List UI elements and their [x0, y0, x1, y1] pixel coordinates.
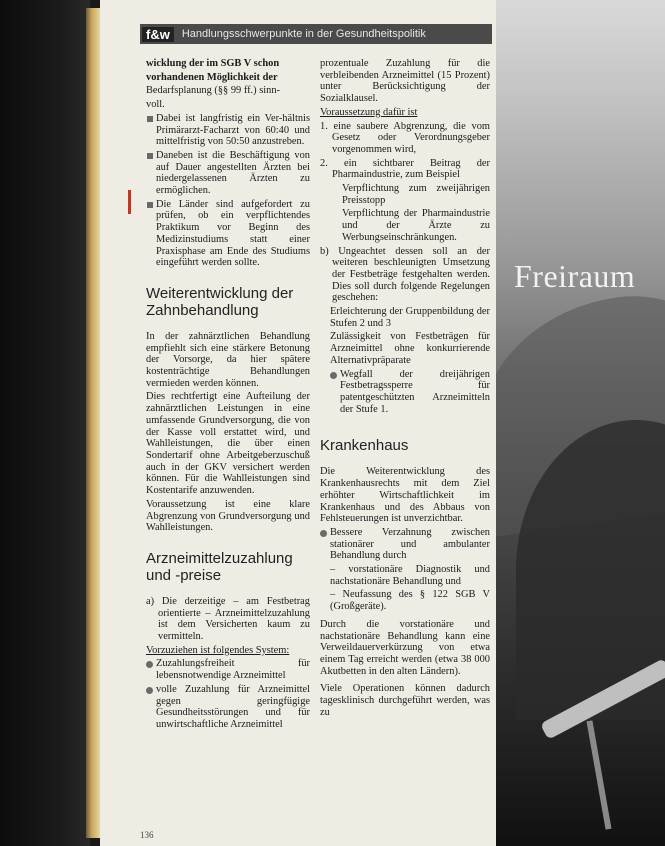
paragraph: Voraussetzung ist eine klare Abgrenzung von Grundversorgung und Wahlleistungen.	[146, 498, 310, 534]
sub-item: Verpflichtung zum zweijährigen Preisstopp	[342, 183, 490, 206]
section-heading: Arzneimittelzuzahlung und -preise	[146, 549, 293, 584]
paragraph: Dies rechtfertigt eine Aufteilung der zahnärztlichen Leistungen in eine umfassende Grundversorgung, die von der Kasse voll erstattet wird, und Wahlleistungen, die über einen Sondertarif ohne Arbeitgeberzuschuß auch in der GKV versichert werden können. Für die Wahlleistungen sind Kostentarife anzuwenden.	[146, 391, 310, 497]
intro-line: voll.	[146, 99, 165, 111]
paragraph: Durch die vorstationäre und nachstationäre Behandlung kann eine Verweildauerverkürzung von etwa einem Tag erreicht werden (etwa 38 000 Akutbetten in den alten Ländern).	[320, 618, 490, 677]
bullet-item: Die Länder sind aufgefordert zu prüfen, ob ein verpflichtendes Praktikum vor Beginn des Medizinstudiums statt einer Praxisphase am Ende des Studiums eingeführt werden sollte.	[146, 199, 310, 269]
paragraph: b) Ungeachtet dessen soll an der weiteren beschleunigten Umsetzung der Festbeträge festgehalten werden. Dies soll durch folgende Regelungen geschehen:	[320, 245, 490, 304]
underlined-label: Vorzuziehen ist folgendes System:	[146, 644, 290, 656]
page-number: 136	[140, 830, 154, 840]
left-column	[146, 58, 310, 733]
intro-line: vorhandenen Möglichkeit der	[146, 71, 278, 83]
paragraph: In der zahnärztlichen Behandlung empfiehlt sich eine stärkere Betonung der Vorsorge, da hier spätere kostenträchtige Behandlungen vermieden werden können.	[146, 330, 310, 389]
logo: f&w	[142, 27, 174, 42]
paragraph: Viele Operationen können dadurch tagesklinisch durchgeführt werden, was zu	[320, 683, 490, 718]
bullet-item: Bessere Verzahnung zwischen stationärer und ambulanter Behandlung durch	[320, 527, 490, 562]
header-title: Handlungsschwerpunkte in der Gesundheitspolitik	[181, 28, 426, 40]
landscape-photo	[496, 0, 665, 846]
dash-item: – Neufassung des § 122 SGB V (Großgeräte).	[330, 589, 490, 613]
paragraph: Die Weiterentwicklung des Krankenhausrechts mit dem Ziel erhöhter Wirtschaftlichkeit im Krankenhaus und des Abbaus von Fehlsteuerungen ist unverzichtbar.	[320, 466, 490, 525]
bullet-item: Zuzahlungsfreiheit für lebensnotwendige Arzneimittel	[146, 658, 310, 681]
section-heading: Krankenhaus	[320, 437, 409, 455]
bullet-item: Dabei ist langfristig ein Ver-hältnis Primärarzt-Facharzt von 60:40 und mittelfristig von 50:50 anzustreben.	[146, 113, 310, 148]
numbered-item: 2. ein sichtbarer Beitrag der Pharmaindustrie, zum Beispiel	[320, 157, 490, 181]
margin-mark	[128, 190, 131, 214]
dash-item: – vorstationäre Diagnostik und nachstationäre Behandlung und	[330, 564, 490, 587]
dark-background-left	[0, 0, 90, 846]
section-heading: Weiterentwicklung der Zahnbehandlung	[146, 284, 294, 319]
numbered-item: 1. eine saubere Abgrenzung, die vom Gesetz oder Verordnungsgeber vorgenommen wird,	[320, 120, 490, 155]
paragraph: prozentuale Zuzahlung für die verbleibenden Arzneimittel (15 Prozent) unter Berücksichtigung der Sozialklausel.	[320, 58, 490, 105]
intro-line: wicklung der im SGB V schon	[146, 58, 280, 69]
sub-item: Verpflichtung der Pharmaindustrie und der Ärzte zu Werbungseinschränkungen.	[342, 208, 490, 243]
sub-item: Erleichterung der Gruppenbildung der Stufen 2 und 3	[330, 306, 490, 329]
intro-line: Bedarfsplanung (§§ 99 ff.) sinn-	[146, 85, 280, 97]
sub-item: Zulässigkeit von Festbeträgen für Arzneimittel ohne konkurrierende Alternativpräparate	[330, 331, 490, 366]
photo-strut	[586, 720, 611, 829]
page-header	[140, 24, 492, 44]
right-column	[320, 58, 490, 720]
page-edge	[86, 8, 100, 838]
bullet-item: Daneben ist die Beschäftigung von auf Dauer angestellten Ärzten bei niedergelassenen Ärzten zu ermöglichen.	[146, 150, 310, 197]
bullet-item: volle Zuzahlung für Arzneimittel gegen geringfügige Gesundheitsstörungen und für unwirtschaftliche Arzneimittel	[146, 684, 310, 731]
paragraph: a) Die derzeitige – am Festbetrag orientierte – Arzneimittelzuzahlung ist dem Versicherten kaum zu vermitteln.	[146, 595, 310, 643]
photo-heading: Freiraum	[514, 258, 636, 294]
underlined-label: Voraussetzung dafür ist	[320, 106, 418, 118]
bullet-item: Wegfall der dreijährigen Festbetragssperre für patentgeschützten Arzneimitteln der Stufe 1.	[330, 369, 490, 416]
